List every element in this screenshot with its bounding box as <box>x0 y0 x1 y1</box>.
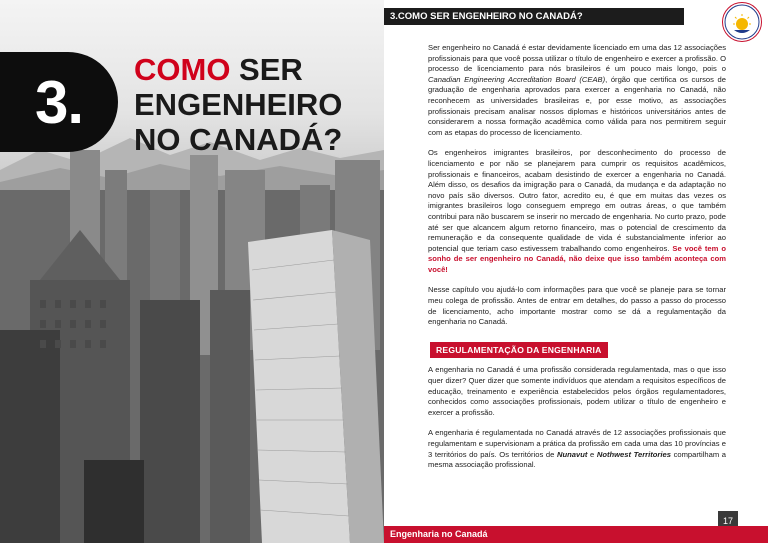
city-skyline-illustration <box>0 130 384 543</box>
section-heading-regulamentacao: REGULAMENTAÇÃO DA ENGENHARIA <box>430 342 608 359</box>
paragraph-5 <box>428 428 726 470</box>
footer-bar: Engenharia no Canadá <box>384 526 768 543</box>
paragraph-1-text: Ser engenheiro no Canadá é estar devidamente licenciado em uma das 12 associações profissionais para que você possa utilizar o título de engenheiro e exercer a profissão. O processo de licenciamento para nós brasileiros é um pouco mais longo, pois o <box>428 43 726 74</box>
text-page <box>384 0 768 543</box>
paragraph-2-text: Os engenheiros imigrantes brasileiros, por desconhecimento do processo de licenciamento e por não se planejarem para cumprir os requisitos acadêmicos, profissionais e financeiros, acabam desistindo de exercer a engenharia no Canadá. Além disso, os desafios da imigração para o Canadá, da mudança e da adaptação no novo país são diversos. Outro fator, acredito eu, é que em muitas das vezes os imigrantes brasileiros logo conseguem emprego em outras áreas, o que também contribui para não buscarem se inserir no mercado de engenharia. No curto prazo, pode até ser que alcancem algum retorno financeiro, mas o potencial de crescimento da remuneração e da consequente qualidade de vida é substancialmente inferior ao potencial que teriam caso estivessem trabalhando como engenheiros. <box>428 148 726 253</box>
chapter-title-line1: SER <box>230 52 303 87</box>
paragraph-1-emphasis: Canadian Engineering Accreditation Board (CEAB) <box>428 74 606 84</box>
chapter-number-block <box>0 52 118 152</box>
chapter-title <box>134 52 374 157</box>
chapter-title-line3: NO CANADÁ? <box>134 122 343 157</box>
body-text <box>428 43 726 481</box>
logo-emblem-icon <box>723 3 761 41</box>
paragraph-5-territory-2: Nothwest Territories <box>596 449 671 459</box>
paragraph-2-highlight: Se você tem o sonho de ser engenheiro no Canadá, não deixe que isso também aconteça com você! <box>428 243 727 274</box>
paragraph-1-text-end: , órgão que certifica os cursos de graduação de engenharia aprovados para exercer a engenharia no Canadá, não reconhecem as universidades brasileiras e, por esse motivo, as associações profissionais precisam analisar nossos diplomas e históricos universitários antes de considerarem a nossa formação acadêmica como válida para nos permitirem seguir com as etapas do processo de licenciamento. <box>428 74 726 137</box>
paragraph-5-text: A engenharia é regulamentada no Canadá através de 12 associações profissionais que regulamentam e supervisionam a prática da profissão em cada uma das 10 províncias e 3 territórios do país. Os territórios de <box>428 428 726 459</box>
chapter-header-bar: 3.COMO SER ENGENHEIRO NO CANADÁ? <box>384 8 684 25</box>
paragraph-5-conjunction: e <box>587 449 597 459</box>
paragraph-2 <box>428 148 726 275</box>
paragraph-1 <box>428 43 726 138</box>
paragraph-4: A engenharia no Canadá é uma profissão considerada regulamentada, mas o que isso quer dizer? Quer dizer que somente indivíduos que atendam a requisitos específicos de educação, treinamento e experiência estabelecidos pelos órgãos regulamentadores, conhecidos como associações profissionais, podem utilizar o título de engenheiro e exercer a profissão. <box>428 365 726 417</box>
engenheiro-no-canada-logo <box>722 2 762 42</box>
page-number: 17 <box>718 511 738 531</box>
chapter-number: 3. <box>34 68 84 136</box>
paragraph-5-text-end: compartilham a mesma associação profissional. <box>428 449 726 470</box>
paragraph-5-territory-1: Nunavut <box>556 449 588 459</box>
paragraph-3: Nesse capítulo vou ajudá-lo com informações para que você se planeje para se tornar meu colega de profissão. Antes de entrar em detalhes, do passo a passo do processo de licenciamento, acho importante mostrar como se dá a regulamentação da engenharia no Canadá. <box>428 285 726 327</box>
chapter-title-line2: ENGENHEIRO <box>134 87 343 122</box>
chapter-title-highlight: COMO <box>134 52 231 87</box>
